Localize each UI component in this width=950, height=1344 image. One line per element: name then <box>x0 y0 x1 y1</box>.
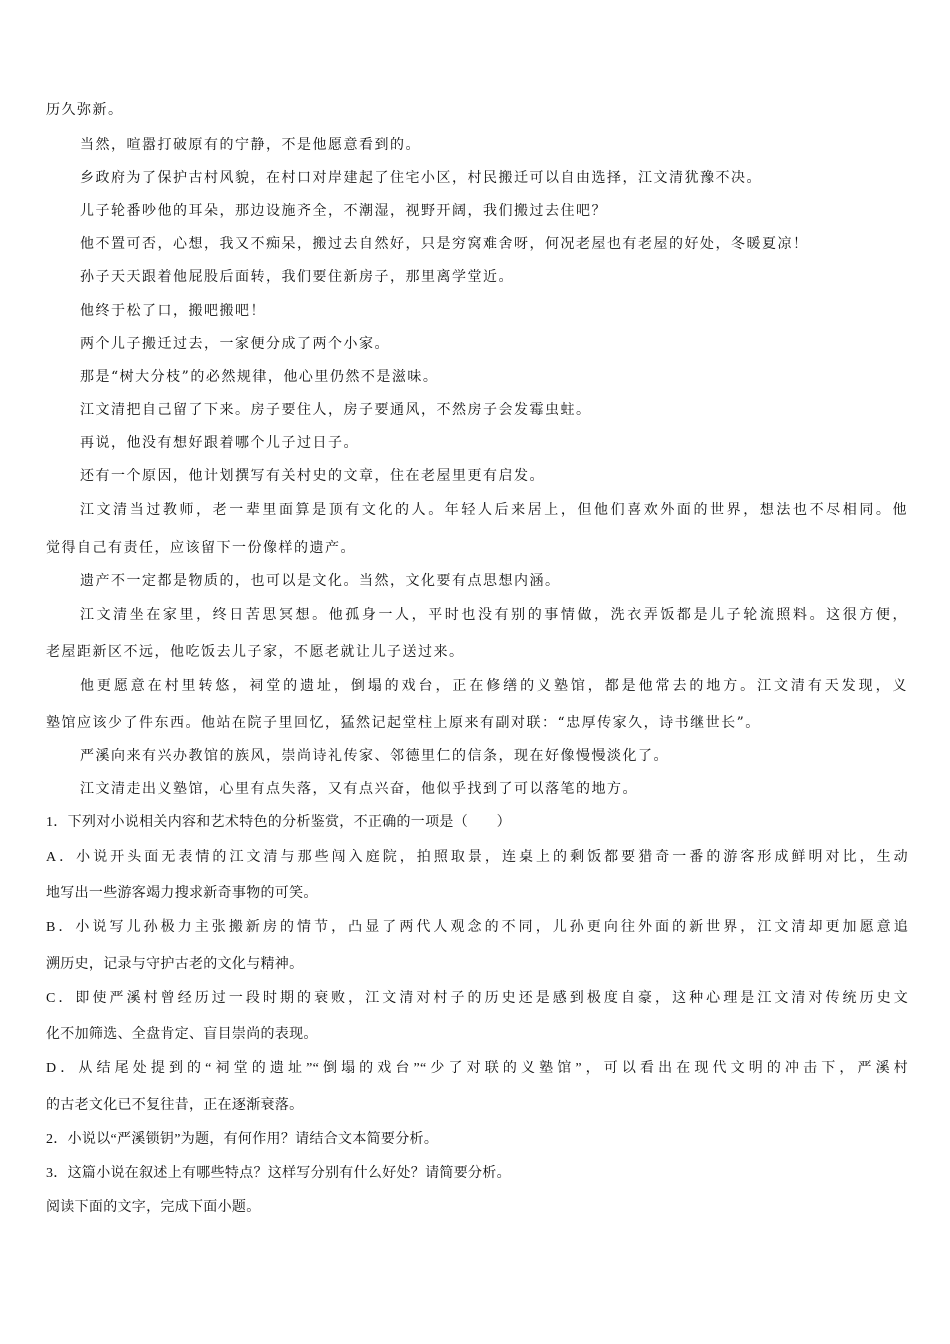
question-1-option-c: C．即使严溪村曾经历过一段时期的衰败，江文清对村子的历史还是感到极度自豪，这种心理是江文清对传统历史文 <box>46 991 908 1006</box>
story-paragraph: 江文清把自己留了下来。房子要住人，房子要通风，不然房子会发霉虫蛀。 <box>80 402 592 418</box>
story-paragraph: 遗产不一定都是物质的，也可以是文化。当然，文化要有点思想内涵。 <box>80 573 561 589</box>
story-paragraph: 江文清坐在家里，终日苦思冥想。他孤身一人，平时也没有别的事情做，洗衣弄饭都是儿子轮流照料。这很方便， <box>80 607 908 623</box>
story-paragraph: 当然，喧嚣打破原有的宁静，不是他愿意看到的。 <box>80 137 421 153</box>
next-section-instruction: 阅读下面的文字，完成下面小题。 <box>46 1200 261 1215</box>
story-paragraph: 孙子天天跟着他屁股后面转，我们要住新房子，那里离学堂近。 <box>80 269 514 285</box>
question-1-option-d-continued: 的古老文化已不复往昔，正在逐渐衰落。 <box>46 1098 304 1113</box>
story-paragraph: 历久弥新。 <box>46 102 124 118</box>
story-paragraph: 那是“树大分枝”的必然规律，他心里仍然不是滋味。 <box>80 369 439 385</box>
story-paragraph: 儿子轮番吵他的耳朵，那边设施齐全，不潮湿，视野开阔，我们搬过去住吧？ <box>80 203 607 219</box>
story-paragraph: 严溪向来有兴办教馆的族风，崇尚诗礼传家、邻德里仁的信条，现在好像慢慢淡化了。 <box>80 748 669 764</box>
question-2: 2．小说以“严溪锁钥”为题，有何作用？请结合文本简要分析。 <box>46 1132 439 1147</box>
question-1-option-d: D．从结尾处提到的“祠堂的遗址”“倒塌的戏台”“少了对联的义塾馆”，可以看出在现代文明的冲击下，严溪村 <box>46 1061 908 1076</box>
story-paragraph: 他终于松了口，搬吧搬吧！ <box>80 303 266 319</box>
story-paragraph: 他不置可否，心想，我又不痴呆，搬过去自然好，只是穷窝难舍呀，何况老屋也有老屋的好处，冬暖夏凉！ <box>80 236 809 252</box>
story-paragraph: 江文清走出义塾馆，心里有点失落，又有点兴奋，他似乎找到了可以落笔的地方。 <box>80 781 638 797</box>
story-paragraph-continued: 老屋距新区不远，他吃饭去儿子家，不愿老就让儿子送过来。 <box>46 644 465 660</box>
story-paragraph: 再说，他没有想好跟着哪个儿子过日子。 <box>80 435 359 451</box>
question-1-option-b-continued: 溯历史，记录与守护古老的文化与精神。 <box>46 957 304 972</box>
question-1-option-b: B．小说写儿孙极力主张搬新房的情节，凸显了两代人观念的不同，儿孙更向往外面的新世界，江文清却更加愿意追 <box>46 920 908 935</box>
story-paragraph: 还有一个原因，他计划撰写有关村史的文章，住在老屋里更有启发。 <box>80 468 545 484</box>
question-1-option-c-continued: 化不加筛选、全盘肯定、盲目崇尚的表现。 <box>46 1027 318 1042</box>
question-3: 3．这篇小说在叙述上有哪些特点？这样写分别有什么好处？请简要分析。 <box>46 1166 511 1181</box>
story-paragraph-continued: 塾馆应该少了件东西。他站在院子里回忆，猛然记起堂柱上原来有副对联：“忠厚传家久，诗书继世长”。 <box>46 715 761 731</box>
story-paragraph: 乡政府为了保护古村风貌，在村口对岸建起了住宅小区，村民搬迁可以自由选择，江文清犹豫不决。 <box>80 170 762 186</box>
story-paragraph-continued: 觉得自己有责任，应该留下一份像样的遗产。 <box>46 540 356 556</box>
story-paragraph: 江文清当过教师，老一辈里面算是顶有文化的人。年轻人后来居上，但他们喜欢外面的世界，想法也不尽相同。他 <box>80 502 908 518</box>
question-1-option-a: A．小说开头面无表情的江文清与那些闯入庭院，拍照取景，连桌上的剩饭都要猎奇一番的游客形成鲜明对比，生动 <box>46 850 908 865</box>
story-paragraph: 他更愿意在村里转悠，祠堂的遗址，倒塌的戏台，正在修缮的义塾馆，都是他常去的地方。江文清有天发现，义 <box>80 678 908 694</box>
question-1-option-a-continued: 地写出一些游客竭力搜求新奇事物的可笑。 <box>46 886 318 901</box>
story-paragraph: 两个儿子搬迁过去，一家便分成了两个小家。 <box>80 336 390 352</box>
question-1-stem: 1．下列对小说相关内容和艺术特色的分析鉴赏，不正确的一项是（ ） <box>46 815 511 830</box>
